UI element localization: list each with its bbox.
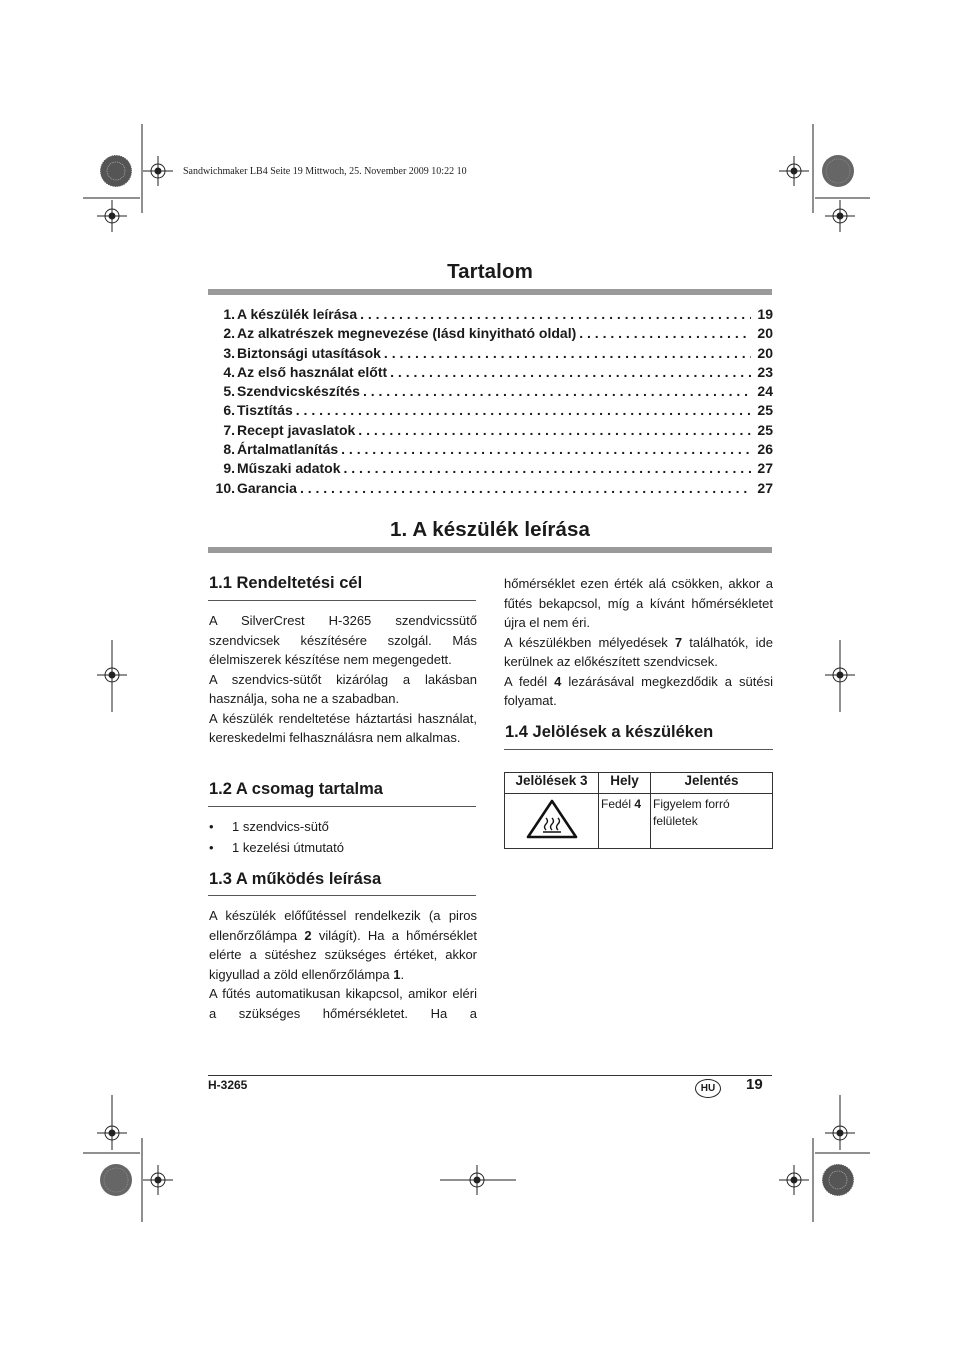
toc-page: 24	[757, 383, 773, 400]
paragraph: A fűtés automatikusan kikapcsol, amikor eléri a szükséges hőmérsékletet. Ha a	[209, 986, 477, 1021]
toc-leader	[338, 441, 751, 457]
section-1-1-body	[209, 611, 477, 748]
toc-entry[interactable]	[207, 441, 773, 460]
toc-page: 25	[757, 421, 773, 438]
paragraph: A készülékben mélyedések 7 találhatók, ide kerülnek az előkészített szendvicsek.	[504, 634, 773, 669]
column-header: Jelentés	[651, 773, 773, 794]
toc-entry[interactable]	[207, 402, 773, 421]
toc-num: 7.	[223, 421, 235, 438]
paragraph: A SilverCrest H-3265 szendvicssütő szendvicsek készítésére szolgál. Más élelmiszerek készítése nem megengedett.	[209, 613, 477, 667]
toc-leader	[360, 383, 751, 399]
toc-page: 20	[757, 325, 773, 342]
toc-num: 1.	[223, 306, 235, 322]
section-heading-1-3: 1.3 A működés leírása	[209, 870, 382, 888]
section-heading-1-1: 1.1 Rendeltetési cél	[209, 574, 363, 592]
toc-entry-title: A készülék leírása	[237, 306, 358, 322]
table-header-row	[505, 773, 773, 794]
toc-entry[interactable]	[207, 364, 773, 383]
symbol-cell	[505, 794, 599, 849]
toc-num: 2.	[223, 325, 235, 342]
toc-leader	[381, 345, 751, 361]
toc-page: 25	[757, 402, 773, 419]
toc-entry[interactable]	[207, 306, 773, 325]
toc-entry[interactable]	[207, 325, 773, 344]
page-number: 19	[746, 1076, 763, 1093]
toc-page: 27	[757, 460, 773, 477]
hot-surface-warning-icon	[525, 798, 579, 840]
toc-num: 3.	[223, 344, 235, 361]
toc-entry[interactable]	[207, 345, 773, 364]
toc-leader	[293, 402, 751, 418]
toc-entry-title: Az alkatrészek megnevezése (lásd kinyitható oldal)	[237, 325, 577, 342]
paragraph: A készülék rendeltetése háztartási használat, kereskedelmi felhasználásra nem alkalmas.	[209, 710, 477, 745]
toc-page: 23	[757, 363, 773, 380]
toc-entry[interactable]	[207, 383, 773, 402]
toc-entry-title: Szendvicskészítés	[237, 383, 360, 400]
toc-entry-title: Műszaki adatok	[237, 460, 341, 477]
toc-entry[interactable]	[207, 422, 773, 441]
footer-model: H-3265	[208, 1078, 248, 1092]
toc-leader	[357, 306, 751, 322]
section-heading-1-4: 1.4 Jelölések a készüléken	[505, 723, 714, 741]
list-item: • 1 szendvics-sütő	[209, 819, 329, 834]
toc-num: 8.	[223, 441, 235, 458]
section-heading-1-2: 1.2 A csomag tartalma	[209, 780, 383, 798]
list-item: • 1 kezelési útmutató	[209, 840, 345, 855]
table-row	[505, 794, 773, 849]
toc-leader	[297, 480, 751, 496]
toc-num: 10.	[215, 479, 235, 496]
toc-entry-title: Tisztítás	[237, 402, 293, 419]
column-header: Hely	[599, 773, 651, 794]
device-markings-table	[504, 772, 773, 849]
print-header: Sandwichmaker LB4 Seite 19 Mittwoch, 25. November 2009 10:22 10	[183, 166, 467, 177]
paragraph: hőmérséklet ezen érték alá csökken, akkor a fűtés bekapcsol, míg a kívánt hőmérsékletet újra el nem éri.	[504, 576, 773, 630]
section-rule	[208, 600, 476, 601]
section-1-3-body	[209, 906, 477, 1023]
toc-entry-title: Az első használat előtt	[237, 363, 388, 380]
paragraph: A szendvics-sütőt kizárólag a lakásban használja, soha ne a szabadban.	[209, 671, 477, 706]
toc-num: 6.	[223, 402, 235, 419]
toc-leader	[355, 422, 751, 438]
toc-num: 9.	[223, 460, 235, 477]
column-header: Jelölések 3	[505, 773, 599, 794]
crosshair-icon	[143, 156, 173, 186]
toc-title-bar	[208, 289, 772, 295]
paragraph: A fedél 4 lezárásával megkezdődik a sütési folyamat.	[504, 673, 773, 708]
paragraph: A készülék előfűtéssel rendelkezik (a piros ellenőrzőlámpa 2 világít). Ha a hőmérséklet elérte a sütéshez szükséges értéket, akkor kigyullad a zöld ellenőrzőlámpa 1.	[209, 908, 477, 982]
toc-num: 4.	[223, 363, 235, 380]
toc-title: Tartalom	[447, 260, 533, 283]
toc-entry[interactable]	[207, 460, 773, 479]
toc-leader	[576, 325, 751, 341]
table-of-contents	[207, 306, 773, 499]
section-rule	[208, 806, 476, 807]
toc-page: 20	[757, 344, 773, 361]
footer-rule	[208, 1075, 772, 1076]
toc-page: 19	[757, 306, 773, 322]
toc-entry-title: Ártalmatlanítás	[237, 441, 339, 458]
toc-page: 27	[757, 479, 773, 496]
meaning-cell: Figyelem forró felületek	[651, 794, 773, 849]
toc-page: 26	[757, 441, 773, 458]
toc-num: 5.	[223, 383, 235, 400]
toc-entry[interactable]	[207, 480, 773, 499]
toc-entry-title: Recept javaslatok	[237, 421, 356, 438]
section-1-3-body-continued	[504, 574, 773, 711]
toc-leader	[387, 364, 751, 380]
section-rule	[504, 749, 773, 750]
toc-entry-title: Garancia	[237, 479, 297, 496]
toc-entry-title: Biztonsági utasítások	[237, 344, 381, 361]
chapter-title-bar	[208, 547, 772, 553]
toc-leader	[340, 460, 751, 476]
location-cell: Fedél 4	[599, 794, 651, 849]
language-badge: HU	[695, 1079, 721, 1098]
package-contents-list	[209, 816, 344, 858]
section-rule	[208, 895, 476, 896]
chapter-title: 1. A készülék leírása	[389, 518, 590, 541]
